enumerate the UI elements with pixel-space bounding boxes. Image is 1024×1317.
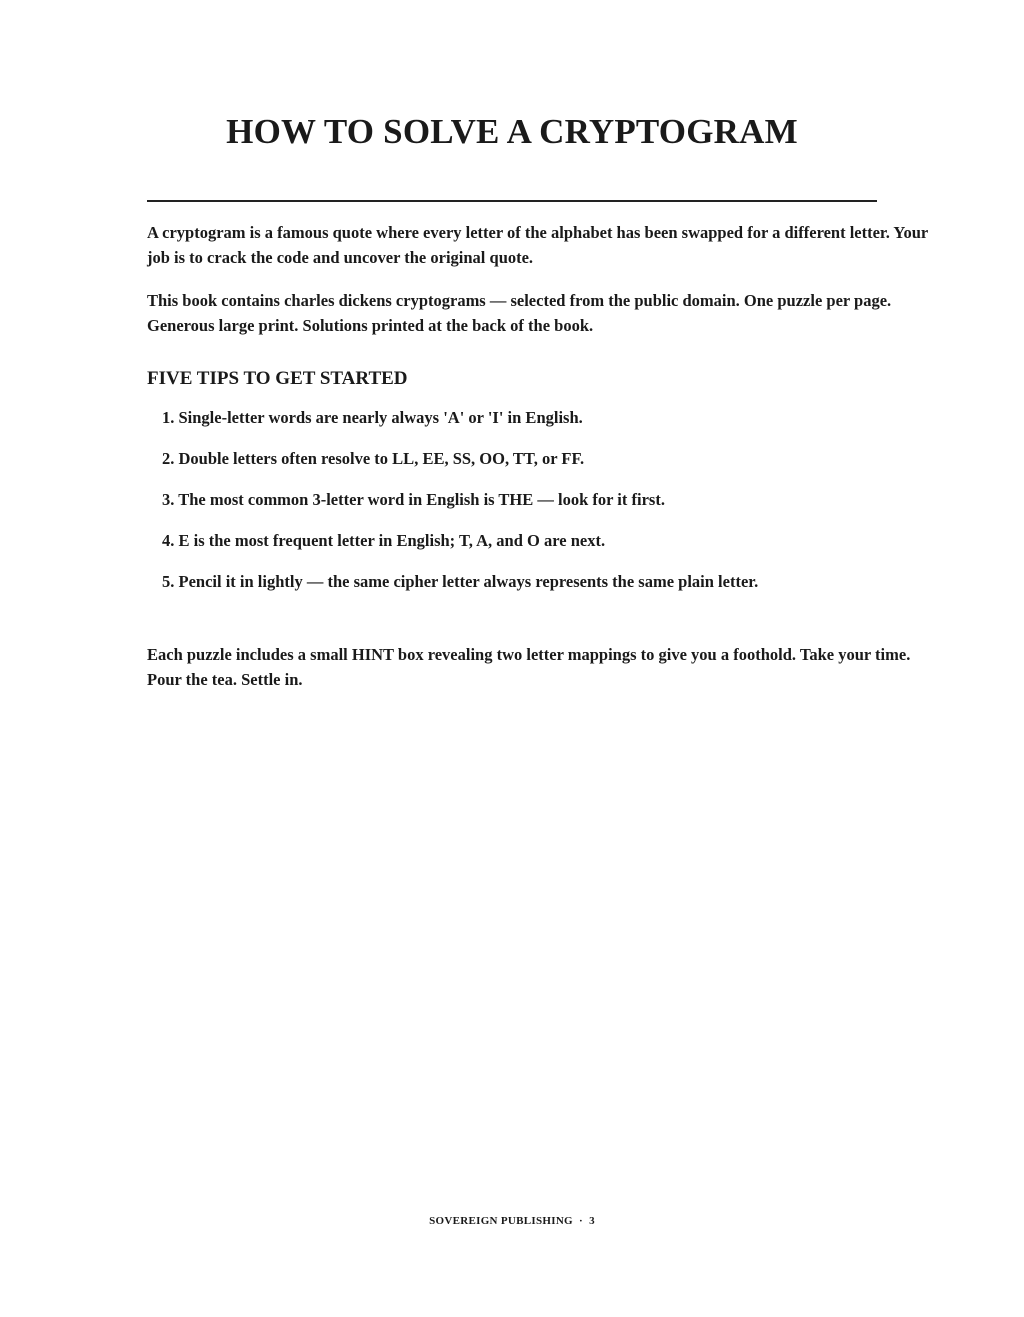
tips-list [162, 407, 758, 612]
footer-separator: · [579, 1215, 583, 1227]
list-item: 1. Single-letter words are nearly always 'A' or 'I' in English. [162, 408, 583, 427]
intro-paragraph-1: A cryptogram is a famous quote where every letter of the alphabet has been swapped for a different letter. Your job is to crack the code and uncover the original quote. [147, 223, 928, 267]
tips-heading: FIVE TIPS TO GET STARTED [147, 368, 408, 389]
footer-publisher: SOVEREIGN PUBLISHING [429, 1215, 573, 1227]
list-item: 3. The most common 3-letter word in English is THE — look for it first. [162, 490, 665, 509]
intro-paragraph-2: This book contains charles dickens cryptograms — selected from the public domain. One puzzle per page. Generous large print. Solutions printed at the back of the book. [147, 291, 892, 335]
page-footer [0, 1215, 1024, 1227]
closing-paragraph: Each puzzle includes a small HINT box revealing two letter mappings to give you a foothold. Take your time. Pour the tea. Settle in. [147, 645, 911, 689]
footer-page-number: 3 [589, 1215, 595, 1227]
title-divider [147, 200, 877, 202]
list-item: 5. Pencil it in lightly — the same cipher letter always represents the same plain letter. [162, 572, 759, 591]
list-item: 2. Double letters often resolve to LL, EE, SS, OO, TT, or FF. [162, 449, 585, 468]
page-title: HOW TO SOLVE A CRYPTOGRAM [226, 112, 798, 151]
list-item: 4. E is the most frequent letter in English; T, A, and O are next. [162, 531, 606, 550]
